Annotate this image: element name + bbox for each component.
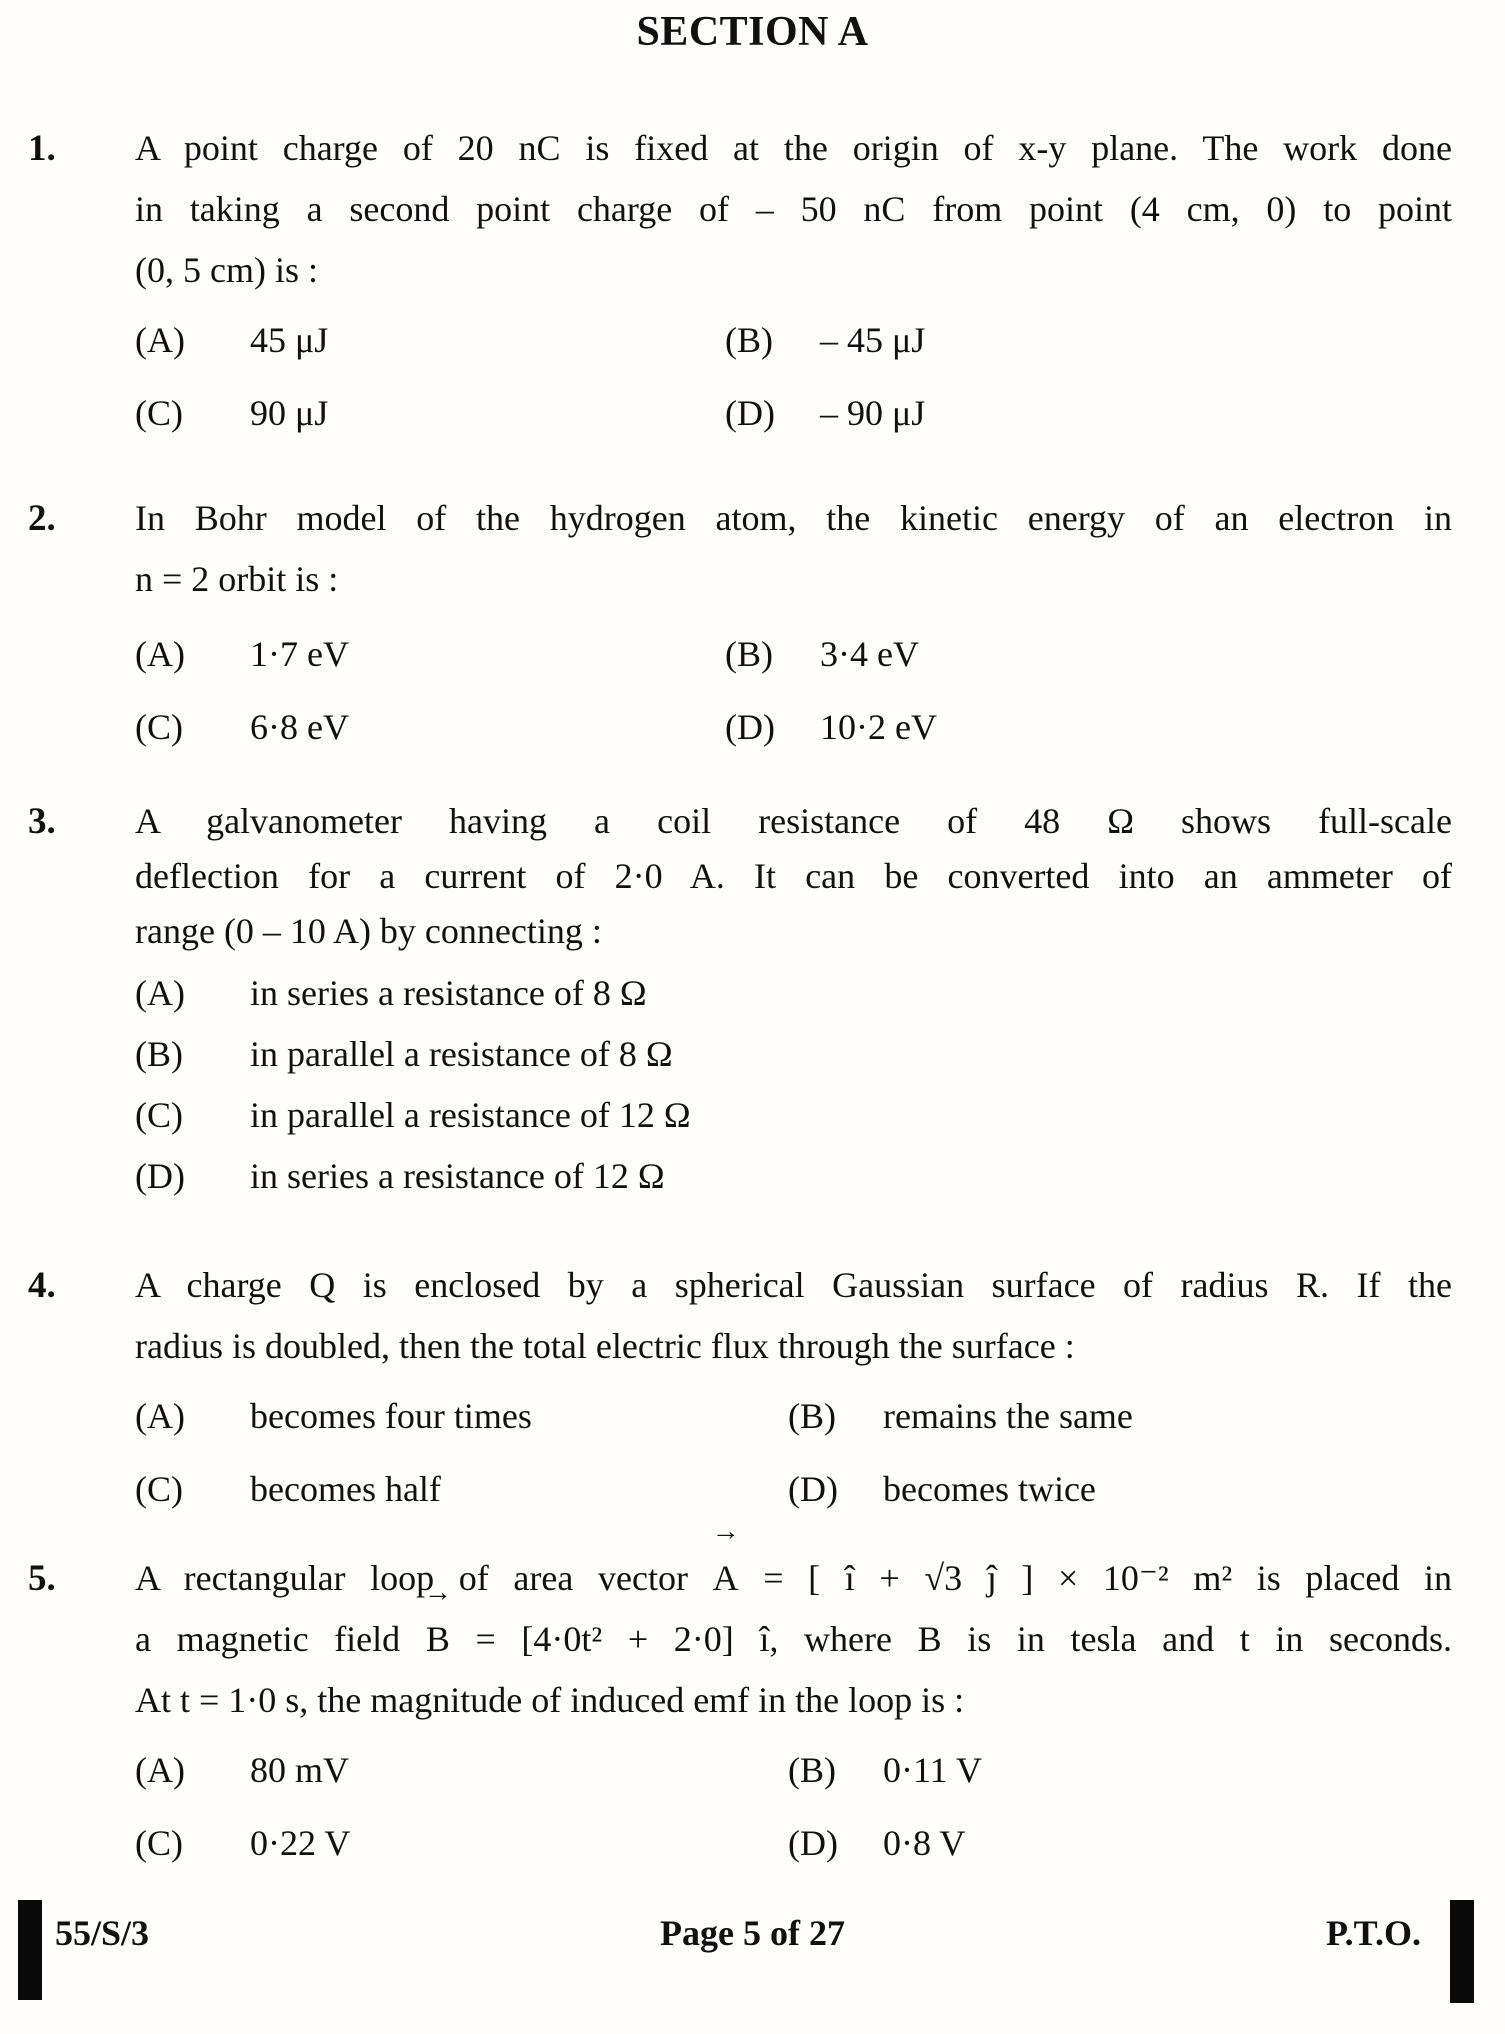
question-1-option-d: [725, 383, 925, 444]
question-4-option-c: [135, 1459, 788, 1520]
question-3-options-row-4: [135, 1146, 1452, 1207]
option-label: (A): [135, 973, 185, 1013]
q5-line1-text: A rectangular loop of area vector: [135, 1558, 713, 1598]
question-3-line-2: deflection for a current of 2·0 A. It can be converted into an ammeter of: [135, 856, 1452, 896]
question-3-line-3: range (0 – 10 A) by connecting :: [135, 911, 602, 951]
question-4-options-row-2: [135, 1459, 1452, 1520]
q5-line2-formula: = [4·0t² + 2·0] î, where B is in tesla and t in seconds.: [449, 1619, 1452, 1659]
question-3-options-row-2: [135, 1024, 1452, 1085]
question-1-line-2: in taking a second point charge of – 50 nC from point (4 cm, 0) to point: [135, 189, 1452, 229]
question-2-options-row-1: [135, 624, 1452, 685]
option-text: becomes twice: [883, 1469, 1096, 1509]
option-label: (B): [788, 1750, 836, 1790]
question-5: [28, 1548, 1452, 1874]
option-label: (A): [135, 1750, 185, 1790]
question-4: [28, 1255, 1452, 1520]
question-5-options-row-1: [135, 1740, 1452, 1801]
question-2-option-c: [135, 697, 725, 758]
question-5-line-1: [135, 1548, 1452, 1609]
option-label: (D): [725, 707, 775, 747]
option-text: 90 μJ: [250, 393, 329, 433]
question-1-line-3: (0, 5 cm) is :: [135, 250, 318, 290]
question-5-line-2: [135, 1609, 1452, 1670]
question-3-option-d: [135, 1146, 665, 1207]
question-5-option-d: [788, 1813, 965, 1874]
question-2-line-2: n = 2 orbit is :: [135, 559, 339, 599]
option-label: (A): [135, 320, 185, 360]
question-4-line-2: radius is doubled, then the total electric flux through the surface :: [135, 1326, 1075, 1366]
option-text: 80 mV: [250, 1750, 349, 1790]
footer-right-bar: [1450, 1900, 1474, 2003]
option-label: (D): [135, 1156, 185, 1196]
question-2-line-1: In Bohr model of the hydrogen atom, the kinetic energy of an electron in: [135, 498, 1452, 538]
option-text: 10·2 eV: [820, 707, 937, 747]
question-2-option-a: [135, 624, 725, 685]
question-4-option-b: [788, 1386, 1133, 1447]
question-1-options-row-2: [135, 383, 1452, 444]
question-1-option-a: [135, 310, 725, 371]
question-3-option-b: [135, 1024, 673, 1085]
question-4-number: 4.: [28, 1265, 56, 1306]
option-text: 3·4 eV: [820, 634, 919, 674]
question-4-option-d: [788, 1459, 1096, 1520]
option-text: 0·22 V: [250, 1823, 351, 1863]
question-2-option-b: [725, 624, 919, 685]
question-1-option-b: [725, 310, 925, 371]
option-text: becomes four times: [250, 1396, 532, 1436]
question-5-options: [135, 1740, 1452, 1874]
question-5-option-a: [135, 1740, 788, 1801]
question-4-line-1: A charge Q is enclosed by a spherical Gaussian surface of radius R. If the: [135, 1265, 1452, 1305]
vector-B: B →: [426, 1609, 450, 1670]
q5-line1-formula: = [ î + √3 ĵ ] × 10⁻² m² is placed in: [738, 1558, 1452, 1598]
question-5-options-row-2: [135, 1813, 1452, 1874]
option-label: (D): [788, 1469, 838, 1509]
question-4-body: [135, 1255, 1452, 1520]
vector-A: A →: [713, 1548, 739, 1609]
question-1-options-row-1: [135, 310, 1452, 371]
question-2-options-row-2: [135, 697, 1452, 758]
question-2-options: [135, 624, 1452, 758]
option-label: (A): [135, 634, 185, 674]
question-2: [28, 488, 1452, 758]
question-3-option-a: [135, 963, 647, 1024]
option-text: 0·8 V: [883, 1823, 966, 1863]
option-label: (B): [725, 634, 773, 674]
question-1-option-c: [135, 383, 725, 444]
option-text: 1·7 eV: [250, 634, 349, 674]
option-label: (D): [788, 1823, 838, 1863]
option-text: 0·11 V: [883, 1750, 982, 1790]
question-5-option-b: [788, 1740, 982, 1801]
option-text: – 45 μJ: [820, 320, 926, 360]
footer-page-number: Page 5 of 27: [660, 1913, 845, 1953]
option-label: (B): [788, 1396, 836, 1436]
option-text: remains the same: [883, 1396, 1133, 1436]
question-3-options-row-1: [135, 963, 1452, 1024]
question-3-options: [135, 963, 1452, 1207]
question-4-options: [135, 1386, 1452, 1520]
option-label: (C): [135, 1469, 183, 1509]
footer-pto-label: P.T.O.: [1325, 1913, 1421, 1953]
option-text: – 90 μJ: [820, 393, 926, 433]
option-text: in series a resistance of 12 Ω: [250, 1156, 665, 1196]
question-3-options-row-3: [135, 1085, 1452, 1146]
option-text: in parallel a resistance of 8 Ω: [250, 1034, 673, 1074]
question-2-number: 2.: [28, 498, 56, 539]
question-3: [28, 794, 1452, 1207]
option-label: (A): [135, 1396, 185, 1436]
option-label: (C): [135, 1823, 183, 1863]
option-label: (D): [725, 393, 775, 433]
option-text: 45 μJ: [250, 320, 329, 360]
question-2-option-d: [725, 697, 937, 758]
question-5-option-c: [135, 1813, 788, 1874]
question-4-options-row-1: [135, 1386, 1452, 1447]
question-1-number: 1.: [28, 128, 56, 169]
option-text: in series a resistance of 8 Ω: [250, 973, 647, 1013]
question-3-number: 3.: [28, 801, 56, 842]
question-5-number: 5.: [28, 1558, 56, 1599]
question-1-options: [135, 310, 1452, 444]
q5-line2-text: a magnetic field: [135, 1619, 426, 1659]
option-label: (B): [725, 320, 773, 360]
question-4-option-a: [135, 1386, 788, 1447]
question-5-line-3: At t = 1·0 s, the magnitude of induced emf in the loop is :: [135, 1680, 965, 1720]
question-1-body: [135, 118, 1452, 444]
footer-paper-code: 55/S/3: [55, 1913, 150, 1953]
question-3-option-c: [135, 1085, 691, 1146]
question-1-line-1: A point charge of 20 nC is fixed at the origin of x-y plane. The work done: [135, 128, 1452, 168]
option-text: becomes half: [250, 1469, 441, 1509]
option-label: (C): [135, 393, 183, 433]
option-label: (C): [135, 1095, 183, 1135]
question-3-line-1: A galvanometer having a coil resistance of 48 Ω shows full-scale: [135, 801, 1452, 841]
option-label: (B): [135, 1034, 183, 1074]
option-text: 6·8 eV: [250, 707, 349, 747]
question-5-body: [135, 1548, 1452, 1874]
section-title: SECTION A: [636, 9, 869, 55]
question-1: [28, 118, 1452, 444]
question-2-body: [135, 488, 1452, 758]
question-3-body: [135, 794, 1452, 1207]
option-text: in parallel a resistance of 12 Ω: [250, 1095, 691, 1135]
option-label: (C): [135, 707, 183, 747]
